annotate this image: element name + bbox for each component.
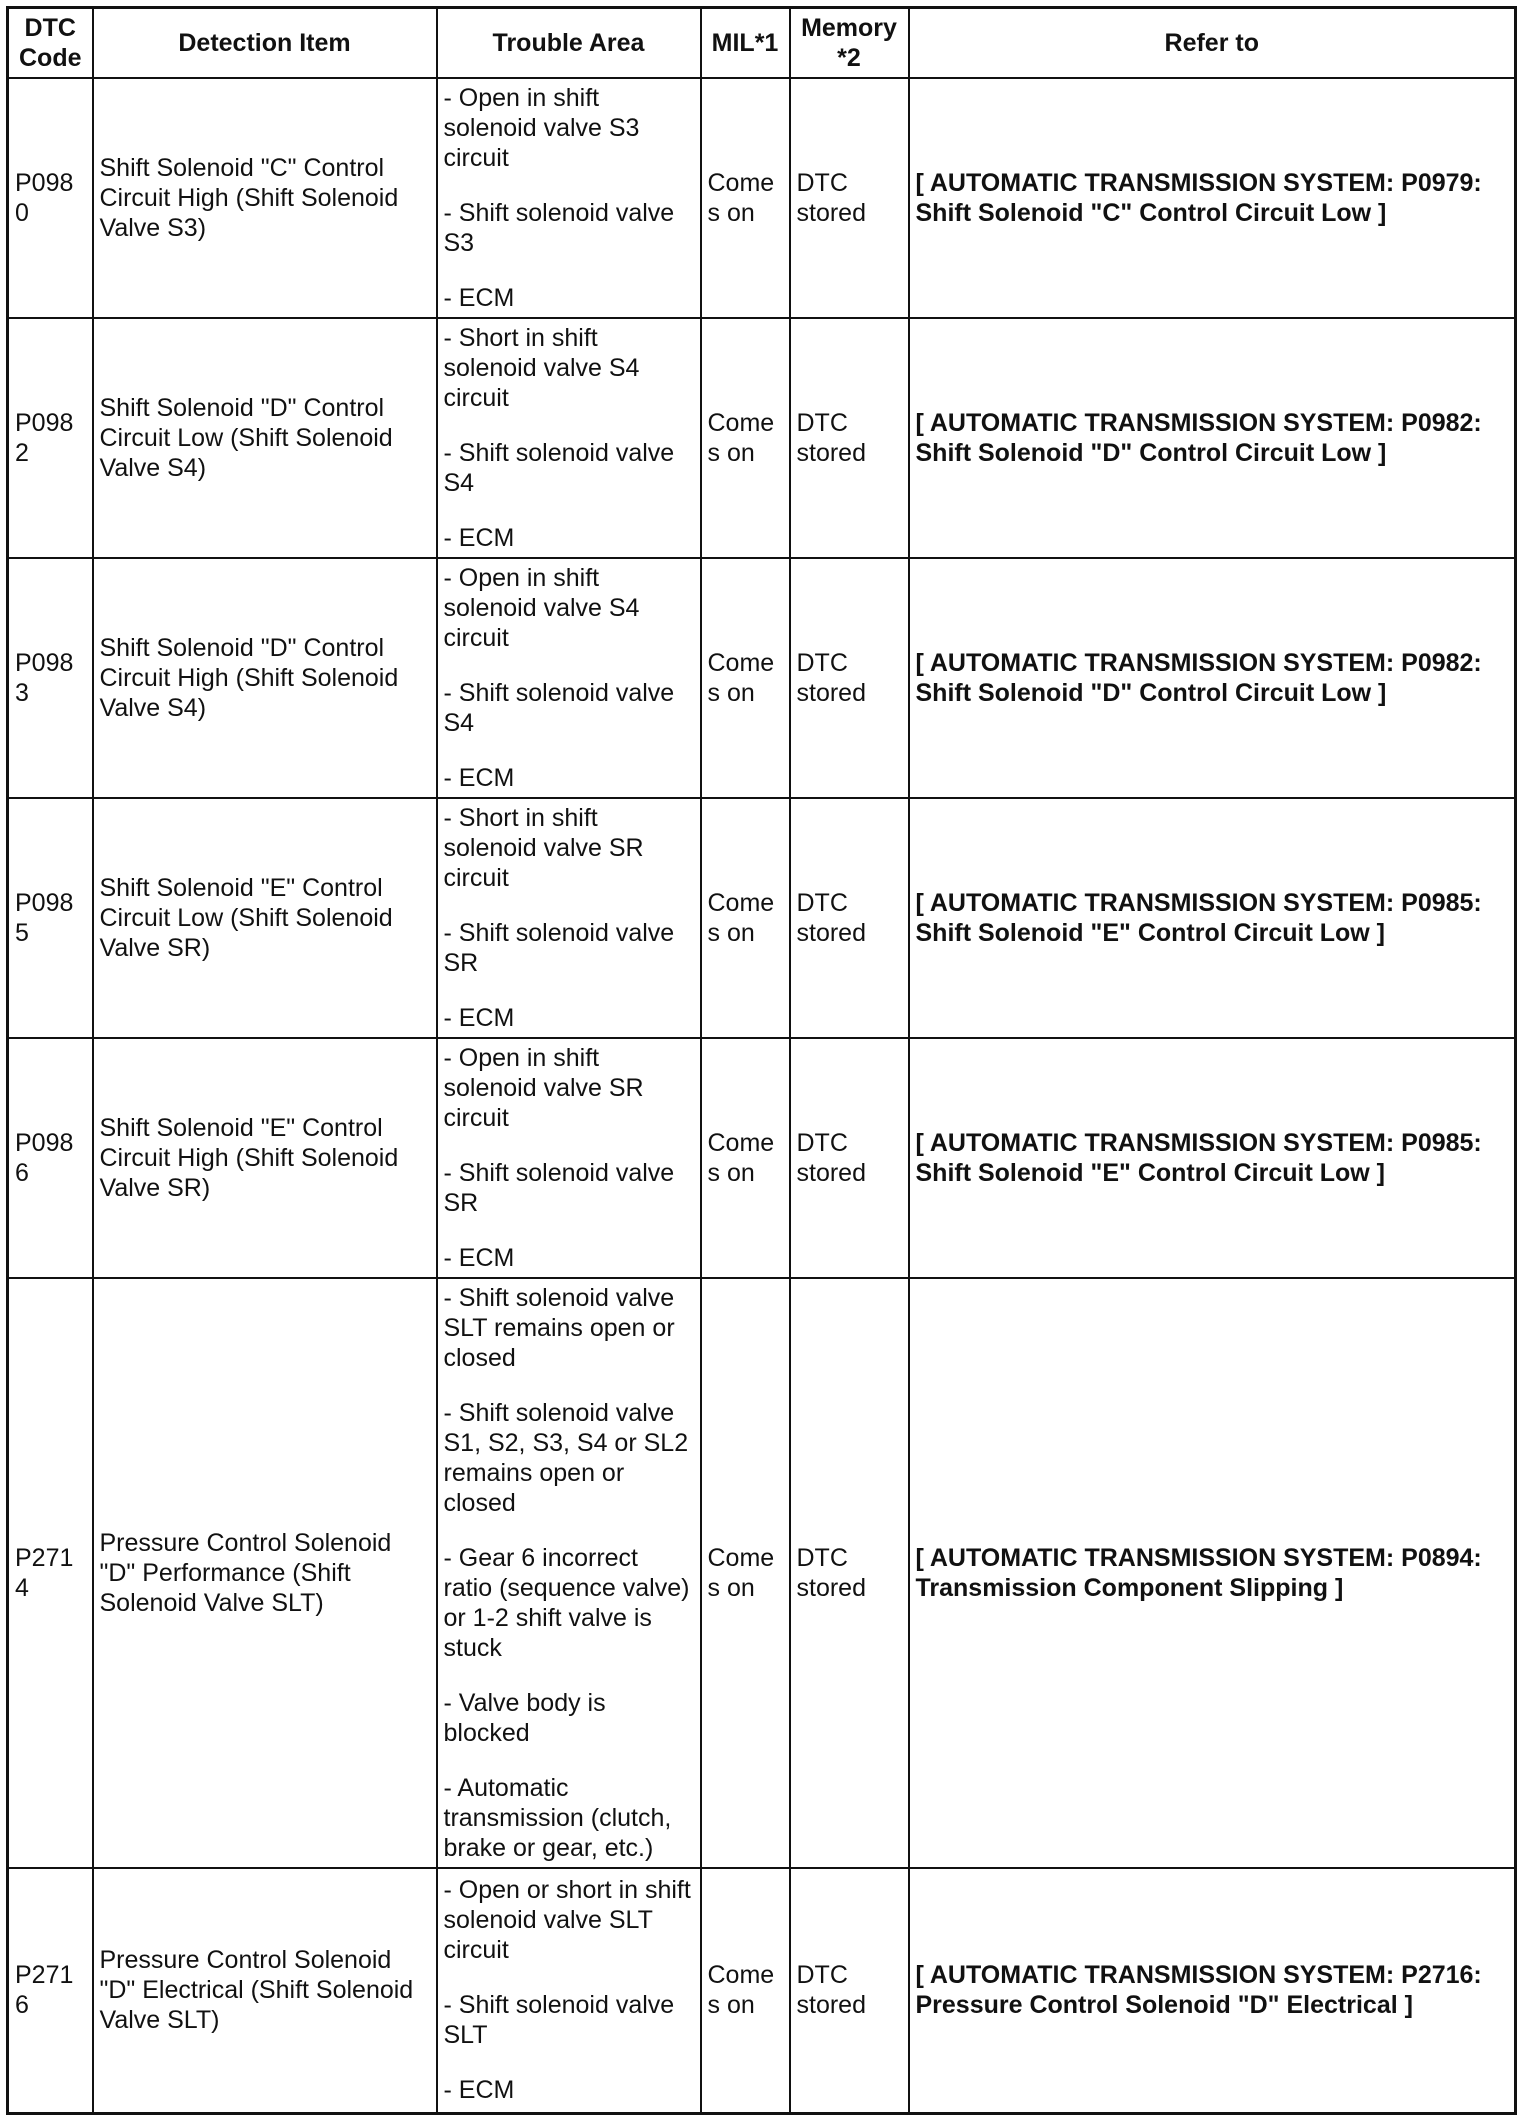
trouble-item: - ECM <box>443 524 515 552</box>
memory-status: DTC stored <box>790 1868 909 2113</box>
trouble-item: - Shift solenoid valve S4 <box>443 439 675 497</box>
trouble-item: - ECM <box>443 764 515 792</box>
header-memory: Memory*2 <box>790 8 909 79</box>
table-row <box>8 318 1516 558</box>
header-detection-item: Detection Item <box>93 8 437 79</box>
dtc-code: P0980 <box>8 78 93 318</box>
detection-item: Shift Solenoid "D" Control Circuit Low (Shift Solenoid Valve S4) <box>93 318 437 558</box>
dtc-table <box>6 6 1517 2115</box>
trouble-item: - Short in shift solenoid valve S4 circuit <box>443 324 640 412</box>
header-trouble-area: Trouble Area <box>437 8 701 79</box>
trouble-area <box>437 558 701 798</box>
refer-link[interactable]: [ AUTOMATIC TRANSMISSION SYSTEM: P0982: Shift Solenoid "D" Control Circuit Low ] <box>909 318 1516 558</box>
trouble-area <box>437 1868 701 2113</box>
mil-status: Comes on <box>701 558 790 798</box>
trouble-item: - Shift solenoid valve S3 <box>443 199 675 257</box>
header-mil: MIL*1 <box>701 8 790 79</box>
detection-item: Shift Solenoid "C" Control Circuit High (Shift Solenoid Valve S3) <box>93 78 437 318</box>
memory-status: DTC stored <box>790 1038 909 1278</box>
table-row <box>8 1868 1516 2113</box>
trouble-item: - Open or short in shift solenoid valve SLT circuit <box>443 1876 691 1965</box>
mil-status: Comes on <box>701 1278 790 1868</box>
trouble-item: - Automatic transmission (clutch, brake or gear, etc.) <box>443 1774 672 1862</box>
refer-link[interactable]: [ AUTOMATIC TRANSMISSION SYSTEM: P0982: Shift Solenoid "D" Control Circuit Low ] <box>909 558 1516 798</box>
detection-item: Shift Solenoid "E" Control Circuit Low (Shift Solenoid Valve SR) <box>93 798 437 1038</box>
trouble-item: - Open in shift solenoid valve SR circuit <box>443 1044 644 1132</box>
memory-status: DTC stored <box>790 558 909 798</box>
trouble-item: - ECM <box>443 284 515 312</box>
header-refer-to: Refer to <box>909 8 1516 79</box>
mil-status: Comes on <box>701 1038 790 1278</box>
dtc-code: P0983 <box>8 558 93 798</box>
dtc-code: P0986 <box>8 1038 93 1278</box>
trouble-item: - ECM <box>443 1244 515 1272</box>
detection-item: Pressure Control Solenoid "D" Electrical (Shift Solenoid Valve SLT) <box>93 1868 437 2113</box>
trouble-item: - Open in shift solenoid valve S3 circuit <box>443 84 640 172</box>
dtc-code: P2714 <box>8 1278 93 1868</box>
trouble-area <box>437 78 701 318</box>
table-row <box>8 78 1516 318</box>
memory-status: DTC stored <box>790 1278 909 1868</box>
trouble-item: - Shift solenoid valve S1, S2, S3, S4 or SL2 remains open or closed <box>443 1399 689 1517</box>
trouble-item: - Shift solenoid valve SR <box>443 919 675 977</box>
refer-link[interactable]: [ AUTOMATIC TRANSMISSION SYSTEM: P0985: Shift Solenoid "E" Control Circuit Low ] <box>909 1038 1516 1278</box>
header-row <box>8 8 1516 79</box>
detection-item: Shift Solenoid "E" Control Circuit High (Shift Solenoid Valve SR) <box>93 1038 437 1278</box>
dtc-code: P2716 <box>8 1868 93 2113</box>
table-row <box>8 558 1516 798</box>
mil-status: Comes on <box>701 798 790 1038</box>
trouble-item: - Shift solenoid valve S4 <box>443 679 675 737</box>
refer-link[interactable]: [ AUTOMATIC TRANSMISSION SYSTEM: P2716: Pressure Control Solenoid "D" Electrical ] <box>909 1868 1516 2113</box>
trouble-item: - Gear 6 incorrect ratio (sequence valve) or 1-2 shift valve is stuck <box>443 1544 690 1662</box>
trouble-item: - Valve body is blocked <box>443 1689 606 1747</box>
table-row <box>8 1038 1516 1278</box>
mil-status: Comes on <box>701 78 790 318</box>
table-row <box>8 798 1516 1038</box>
trouble-item: - Open in shift solenoid valve S4 circuit <box>443 564 640 652</box>
trouble-item: - Shift solenoid valve SLT <box>443 1991 675 2050</box>
dtc-code: P0985 <box>8 798 93 1038</box>
trouble-item: - ECM <box>443 1004 515 1032</box>
table-row <box>8 1278 1516 1868</box>
memory-status: DTC stored <box>790 78 909 318</box>
header-dtc-code: DTC Code <box>8 8 93 79</box>
trouble-area <box>437 1038 701 1278</box>
refer-link[interactable]: [ AUTOMATIC TRANSMISSION SYSTEM: P0894: Transmission Component Slipping ] <box>909 1278 1516 1868</box>
memory-status: DTC stored <box>790 318 909 558</box>
dtc-code: P0982 <box>8 318 93 558</box>
trouble-item: - Shift solenoid valve SR <box>443 1159 675 1217</box>
trouble-area <box>437 798 701 1038</box>
refer-link[interactable]: [ AUTOMATIC TRANSMISSION SYSTEM: P0985: Shift Solenoid "E" Control Circuit Low ] <box>909 798 1516 1038</box>
trouble-area <box>437 318 701 558</box>
mil-status: Comes on <box>701 1868 790 2113</box>
trouble-item: - Shift solenoid valve SLT remains open or closed <box>443 1284 675 1372</box>
refer-link[interactable]: [ AUTOMATIC TRANSMISSION SYSTEM: P0979: Shift Solenoid "C" Control Circuit Low ] <box>909 78 1516 318</box>
mil-status: Comes on <box>701 318 790 558</box>
detection-item: Shift Solenoid "D" Control Circuit High (Shift Solenoid Valve S4) <box>93 558 437 798</box>
trouble-area <box>437 1278 701 1868</box>
memory-status: DTC stored <box>790 798 909 1038</box>
trouble-item: - ECM <box>443 2076 515 2105</box>
detection-item: Pressure Control Solenoid "D" Performance (Shift Solenoid Valve SLT) <box>93 1278 437 1868</box>
trouble-item: - Short in shift solenoid valve SR circuit <box>443 804 644 892</box>
